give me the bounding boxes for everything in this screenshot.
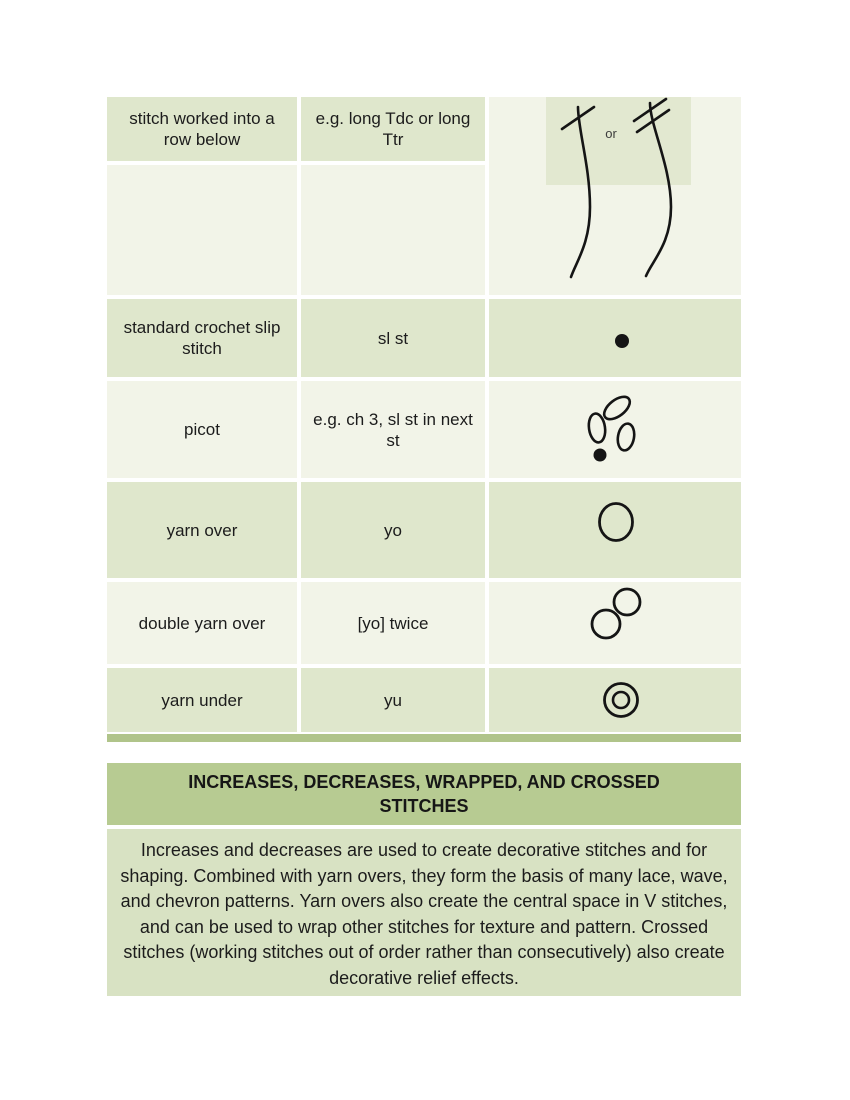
stitch-name-cell [107,299,297,377]
or-label: or [605,126,617,141]
stitch-symbol-cell [489,482,741,578]
stitch-symbol-cell [489,299,741,377]
stitch-name: standard crochet slip stitch [123,318,281,358]
empty-cell [107,165,297,295]
slip-stitch-dot-symbol [489,299,741,377]
double-yarn-over-symbol [489,582,741,664]
stitch-abbr-cell [301,381,485,478]
stitch-abbr: e.g. ch 3, sl st in next st [313,409,473,450]
stitch-abbr: [yo] twice [357,613,429,633]
stitch-abbr: yu [384,690,402,710]
stitch-abbr-cell [301,97,485,161]
section-heading-text: INCREASES, DECREASES, WRAPPED, AND CROSSED STITCHES [188,772,660,816]
stitch-symbol-cell [489,582,741,664]
section-body-paragraph: Increases and decreases are used to create decorative stitches and for shaping. Combined with yarn overs, they form the basis of many lace, wave, and chevron patterns. Yarn overs also create the central space in V stitches, and can be used to wrap other stitches for texture and pattern. Crossed stitches (working stitches out of order rather than consecutively) also create decorative relief effects. [107,829,741,996]
stitch-abbr-cell [301,582,485,664]
stitch-name-cell [107,482,297,578]
empty-cell [301,165,485,295]
yarn-over-circle-symbol [489,482,741,578]
stitch-abbr: yo [384,520,402,540]
stitch-abbr: e.g. long Tdc or long Ttr [315,109,471,149]
stitch-name: double yarn over [138,613,266,633]
stitch-abbr-cell [301,299,485,377]
stitch-name-cell [107,582,297,664]
stitch-name: stitch worked into a row below [129,109,275,149]
stitch-name-cell [107,668,297,732]
stitch-symbol-cell [489,97,741,295]
stitch-name: picot [184,420,220,439]
stitch-abbr: sl st [377,328,409,348]
stitch-name: yarn over [166,520,238,540]
table-bottom-bar [107,734,741,742]
section-heading [107,763,741,825]
stitch-symbol-cell [489,668,741,732]
stitch-symbol-cell [489,381,741,478]
stitch-abbr-cell [301,668,485,732]
stitch-name-cell [107,381,297,478]
stitch-abbr-cell [301,482,485,578]
yarn-under-symbol [489,668,741,732]
stitch-name: yarn under [161,690,243,710]
picot-symbol [489,381,741,478]
crochet-symbol-table [107,97,741,732]
stitch-name-cell [107,97,297,161]
